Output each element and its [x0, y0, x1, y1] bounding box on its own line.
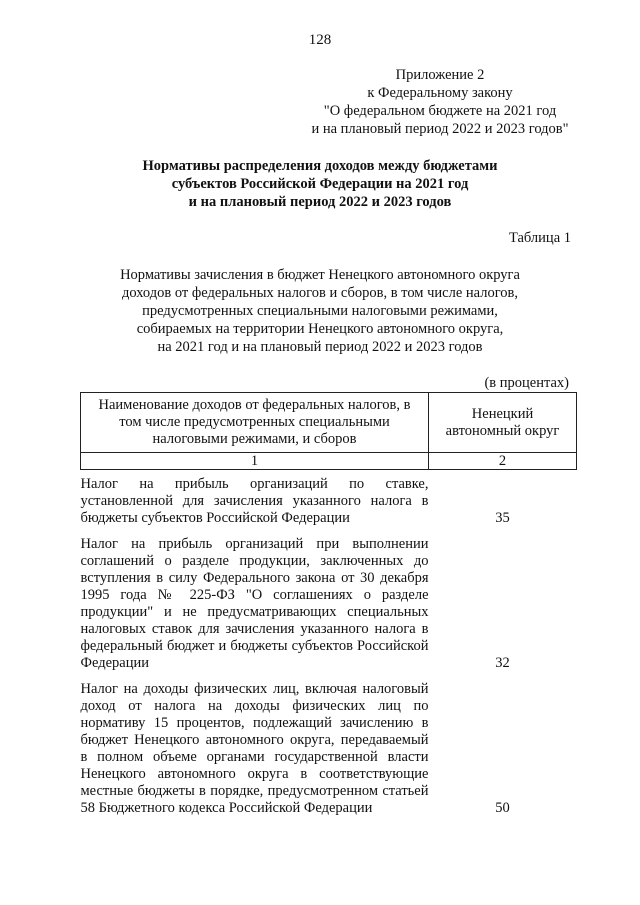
income-name-cell: Налог на прибыль организаций по ставке, установленной для зачисления указанного налога в бюджеты субъектов Российской Федерации — [80, 476, 429, 526]
table-numbering-row — [81, 453, 577, 470]
document-title-line: субъектов Российской Федерации на 2021 год — [171, 176, 469, 192]
income-name-cell: Налог на прибыль организаций при выполнении соглашений о разделе продукции, заключенных до вступления в силу Федерального закона от 30 декабря 1995 года № 225-ФЗ "О соглашениях о разделе продукции" и не предусматривающих специальных налоговых ставок для зачисления указанного налога в федеральный бюджет и бюджеты субъектов Российской Федерации — [80, 536, 429, 671]
appendix-reference — [300, 66, 580, 138]
revenue-norms-table — [80, 392, 577, 817]
column-number: 2 — [429, 453, 577, 470]
table-number: Таблица 1 — [508, 230, 571, 246]
appendix-line: к Федеральному закону — [367, 85, 513, 101]
page-number: 128 — [308, 32, 332, 48]
units-label: (в процентах) — [484, 375, 569, 391]
appendix-line: и на плановый период 2022 и 2023 годов" — [311, 121, 569, 137]
document-title-line: Нормативы распределения доходов между бюджетами — [142, 158, 498, 174]
table-title-line: предусмотренных специальными налоговыми режимами, — [142, 303, 498, 319]
table-header-row — [81, 393, 577, 453]
rate-value-cell: 35 — [495, 510, 510, 526]
table-row — [81, 672, 577, 817]
table-title-line: собираемых на территории Ненецкого автономного округа, — [136, 321, 504, 337]
rate-value-cell: 50 — [495, 800, 510, 816]
appendix-line: Приложение 2 — [395, 67, 485, 83]
table-title-line: Нормативы зачисления в бюджет Ненецкого автономного округа — [120, 267, 520, 283]
table-title-line: доходов от федеральных налогов и сборов, в том числе налогов, — [121, 285, 519, 301]
document-title — [0, 157, 640, 211]
rate-value-cell: 32 — [495, 655, 510, 671]
column-header-region: Ненецкий автономный округ — [429, 393, 577, 453]
appendix-line: "О федеральном бюджете на 2021 год — [323, 103, 557, 119]
table-row — [81, 527, 577, 672]
table-title — [0, 266, 640, 356]
column-header-income-name: Наименование доходов от федеральных налогов, в том числе предусмотренных специальными налоговыми режимами, и сборов — [81, 393, 429, 453]
table-title-line: на 2021 год и на плановый период 2022 и 2023 годов — [157, 339, 483, 355]
income-name-cell: Налог на доходы физических лиц, включая налоговый доход от налога на доходы физических лиц по нормативу 15 процентов, подлежащий зачислению в бюджет Ненецкого автономного округа, передаваемый в полном объеме органами государственной власти Ненецкого автономного округа в соответствующие местные бюджеты в порядке, предусмотренном статьей 58 Бюджетного кодекса Российской Федерации — [80, 681, 429, 816]
column-number: 1 — [81, 453, 429, 470]
table-row — [81, 470, 577, 528]
document-title-line: и на плановый период 2022 и 2023 годов — [188, 194, 452, 210]
